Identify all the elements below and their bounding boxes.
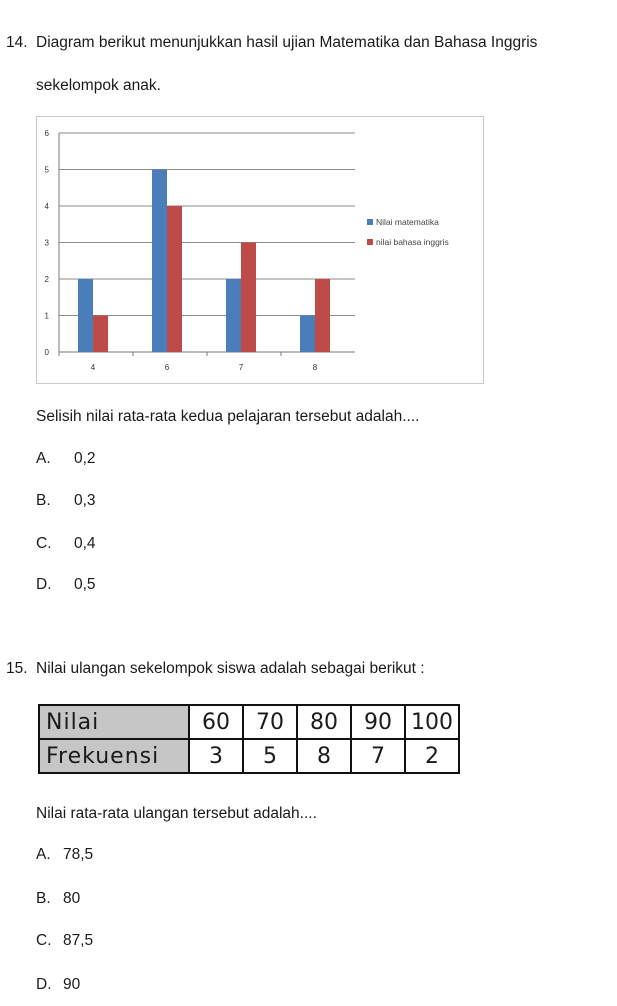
y-tick-label: 5 bbox=[44, 165, 49, 175]
table-cell: 90 bbox=[351, 705, 405, 739]
q15-text: Nilai ulangan sekelompok siswa adalah sebagai berikut : bbox=[36, 660, 425, 677]
table-cell: 7 bbox=[351, 739, 405, 773]
legend-label: nilai bahasa inggris bbox=[376, 237, 449, 247]
q15-number: 15. bbox=[6, 660, 28, 677]
legend-label: Nilai matematika bbox=[376, 217, 439, 227]
q15-option-c[interactable] bbox=[36, 932, 93, 950]
q14-option-a-value: 0,2 bbox=[74, 450, 96, 467]
q14-text-line2: sekelompok anak. bbox=[36, 77, 161, 94]
table-cell: 3 bbox=[189, 739, 243, 773]
table-cell: 80 bbox=[297, 705, 351, 739]
q15-option-d-letter: D. bbox=[36, 976, 52, 993]
bar-bahasa-inggris bbox=[167, 206, 182, 352]
q15-option-d[interactable] bbox=[36, 976, 80, 994]
y-tick-label: 3 bbox=[44, 238, 49, 248]
bar-chart-svg bbox=[37, 117, 483, 383]
bar-chart bbox=[36, 116, 484, 384]
q15-option-d-value: 90 bbox=[63, 976, 81, 993]
q15-option-c-value: 87,5 bbox=[63, 932, 94, 949]
y-tick-label: 4 bbox=[44, 202, 49, 211]
q14-option-d-value: 0,5 bbox=[74, 576, 96, 593]
q14-option-c-value: 0,4 bbox=[74, 535, 96, 552]
table-cell: 2 bbox=[405, 739, 459, 773]
q14-option-a[interactable] bbox=[36, 450, 96, 468]
y-tick-label: 1 bbox=[44, 311, 49, 321]
bar-bahasa-inggris bbox=[241, 243, 256, 353]
x-tick-label: 6 bbox=[164, 363, 170, 372]
y-tick-label: 6 bbox=[44, 129, 49, 138]
q14-option-b[interactable] bbox=[36, 492, 96, 510]
q14-option-a-letter: A. bbox=[36, 450, 51, 467]
bar-bahasa-inggris bbox=[93, 316, 108, 353]
bar-matematika bbox=[78, 279, 93, 352]
q15-option-b[interactable] bbox=[36, 890, 80, 908]
q15-option-a[interactable] bbox=[36, 846, 93, 864]
q14-option-c-letter: C. bbox=[36, 535, 52, 552]
q14-option-d-letter: D. bbox=[36, 576, 52, 593]
table-row-nilai bbox=[39, 705, 459, 739]
x-tick-label: 7 bbox=[238, 363, 244, 372]
table-cell: 100 bbox=[405, 705, 459, 739]
legend-swatch bbox=[367, 219, 373, 225]
q14-number: 14. bbox=[6, 34, 28, 51]
table-row-frekuensi bbox=[39, 739, 459, 773]
table-cell: 70 bbox=[243, 705, 297, 739]
q14-option-b-value: 0,3 bbox=[74, 492, 96, 509]
q14-option-d[interactable] bbox=[36, 576, 96, 594]
q15-option-b-letter: B. bbox=[36, 890, 51, 907]
table-header-nilai: Nilai bbox=[39, 705, 189, 739]
q14-text-line1: Diagram berikut menunjukkan hasil ujian Matematika dan Bahasa Inggris bbox=[36, 34, 538, 51]
y-tick-label: 0 bbox=[44, 348, 49, 357]
table-cell: 60 bbox=[189, 705, 243, 739]
x-tick-label: 4 bbox=[90, 363, 96, 372]
legend-swatch bbox=[367, 239, 373, 245]
q15-option-b-value: 80 bbox=[63, 890, 81, 907]
table-cell: 5 bbox=[243, 739, 297, 773]
q15-option-a-value: 78,5 bbox=[63, 846, 94, 863]
x-tick-label: 8 bbox=[312, 363, 318, 372]
bar-matematika bbox=[300, 316, 315, 353]
q15-option-c-letter: C. bbox=[36, 932, 52, 949]
frequency-table bbox=[38, 704, 460, 774]
bar-matematika bbox=[226, 279, 241, 352]
table-cell: 8 bbox=[297, 739, 351, 773]
q15-question: Nilai rata-rata ulangan tersebut adalah.... bbox=[36, 805, 317, 822]
y-tick-label: 2 bbox=[44, 275, 49, 284]
table-header-frekuensi: Frekuensi bbox=[39, 739, 189, 773]
q14-option-c[interactable] bbox=[36, 535, 96, 553]
q15-option-a-letter: A. bbox=[36, 846, 51, 863]
bar-matematika bbox=[152, 170, 167, 353]
q14-option-b-letter: B. bbox=[36, 492, 51, 509]
q14-question: Selisih nilai rata-rata kedua pelajaran tersebut adalah.... bbox=[36, 408, 420, 425]
bar-bahasa-inggris bbox=[315, 279, 330, 352]
